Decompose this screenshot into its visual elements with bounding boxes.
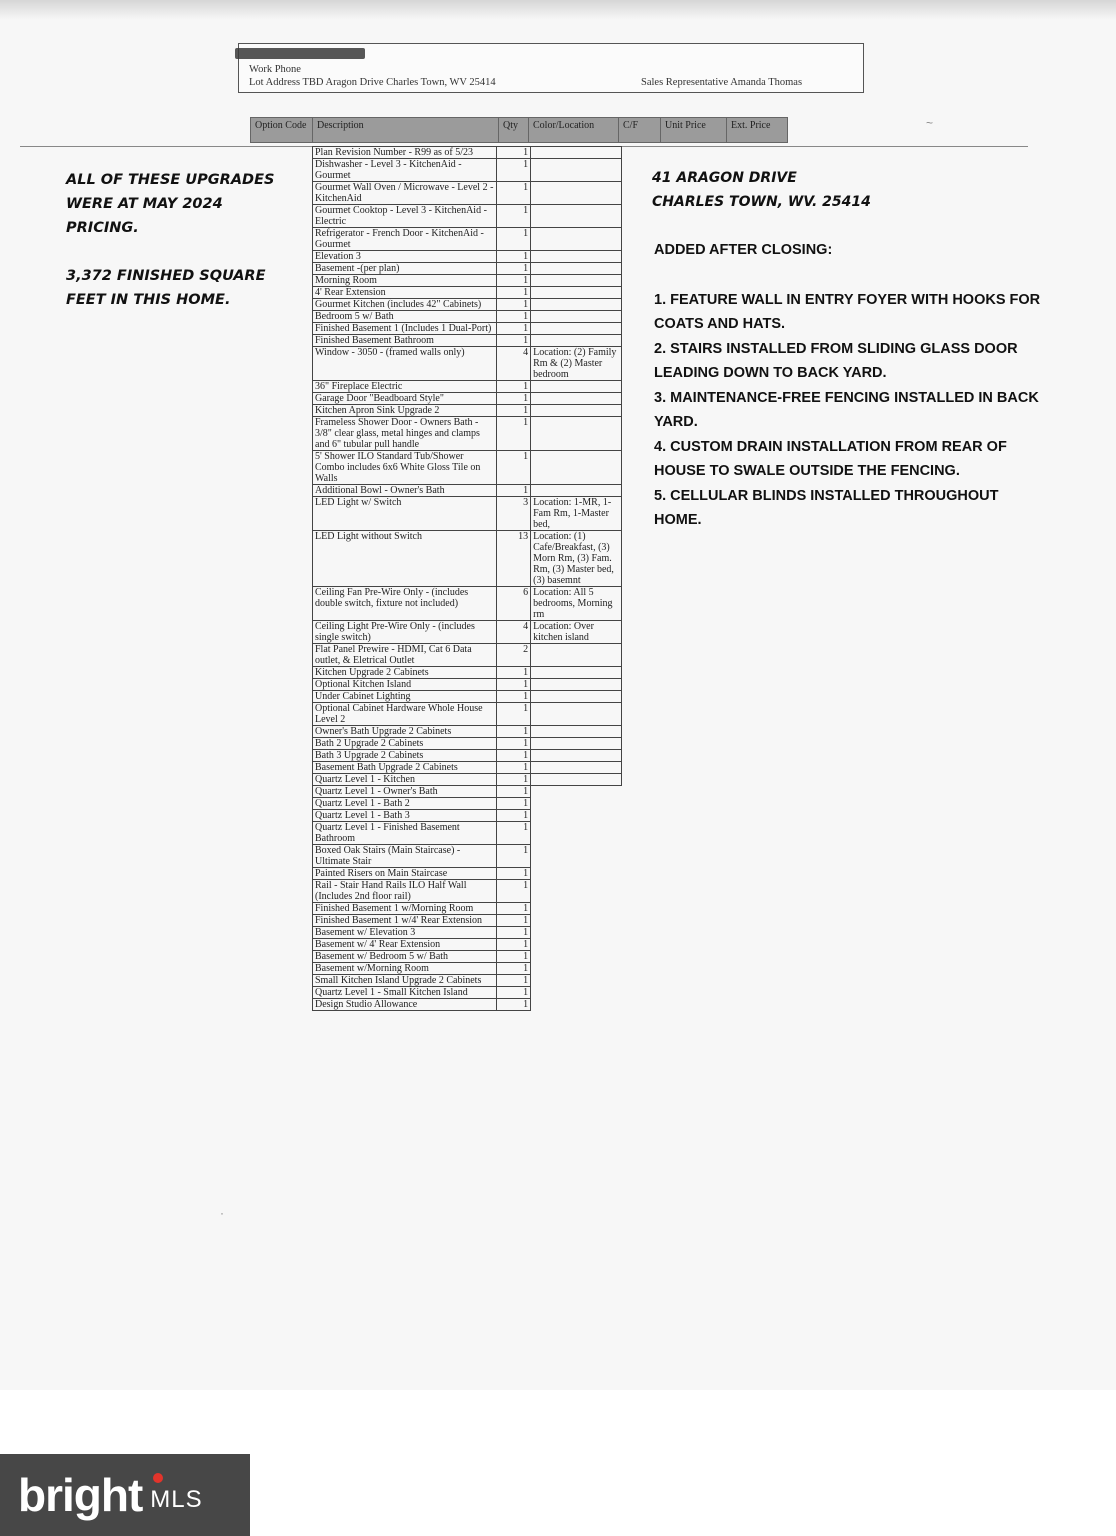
empty-cell bbox=[531, 975, 622, 987]
option-description: Finished Basement 1 w/Morning Room bbox=[313, 903, 497, 915]
option-qty: 1 bbox=[496, 738, 530, 750]
table-row bbox=[313, 679, 622, 691]
pricing-note bbox=[66, 168, 286, 312]
option-location bbox=[531, 147, 622, 159]
option-description: Finished Basement 1 w/4' Rear Extension bbox=[313, 915, 497, 927]
table-row bbox=[313, 903, 622, 915]
option-location bbox=[531, 393, 622, 405]
option-description: Frameless Shower Door - Owners Bath - 3/8" clear glass, metal hinges and clamps and 6" tubular pull handle bbox=[313, 417, 497, 451]
header-box bbox=[238, 43, 864, 93]
option-location bbox=[531, 691, 622, 703]
table-row bbox=[313, 738, 622, 750]
table-row bbox=[313, 228, 622, 251]
option-qty: 1 bbox=[496, 750, 530, 762]
option-location bbox=[531, 667, 622, 679]
option-qty: 3 bbox=[496, 497, 530, 531]
option-qty: 1 bbox=[496, 822, 530, 845]
option-qty: 1 bbox=[496, 251, 530, 263]
table-row bbox=[313, 774, 622, 786]
option-description: Owner's Bath Upgrade 2 Cabinets bbox=[313, 726, 497, 738]
scan-speck: · bbox=[220, 1206, 224, 1220]
option-description: Kitchen Apron Sink Upgrade 2 bbox=[313, 405, 497, 417]
option-location bbox=[531, 703, 622, 726]
table-row bbox=[313, 939, 622, 951]
option-description: Quartz Level 1 - Owner's Bath bbox=[313, 786, 497, 798]
table-row bbox=[313, 750, 622, 762]
empty-cell bbox=[531, 868, 622, 880]
option-location bbox=[531, 159, 622, 182]
logo-word: bright bbox=[18, 1469, 143, 1521]
option-description: LED Light without Switch bbox=[313, 531, 497, 587]
address-city: CHARLES TOWN, WV. 25414 bbox=[652, 194, 871, 210]
empty-cell bbox=[531, 963, 622, 975]
option-description: 5' Shower ILO Standard Tub/Shower Combo includes 6x6 White Gloss Tile on Walls bbox=[313, 451, 497, 485]
table-row bbox=[313, 621, 622, 644]
table-row bbox=[313, 726, 622, 738]
option-location bbox=[531, 762, 622, 774]
table-row bbox=[313, 182, 622, 205]
sales-representative: Sales Representative Amanda Thomas bbox=[641, 77, 803, 88]
option-location bbox=[531, 738, 622, 750]
added-item: 2. STAIRS INSTALLED FROM SLIDING GLASS DOOR LEADING DOWN TO BACK YARD. bbox=[654, 340, 1018, 381]
option-description: LED Light w/ Switch bbox=[313, 497, 497, 531]
table-row bbox=[313, 311, 622, 323]
option-qty: 2 bbox=[496, 644, 530, 667]
option-description: Flat Panel Prewire - HDMI, Cat 6 Data outlet, & Eletrical Outlet bbox=[313, 644, 497, 667]
option-description: Bath 2 Upgrade 2 Cabinets bbox=[313, 738, 497, 750]
option-description: Bedroom 5 w/ Bath bbox=[313, 311, 497, 323]
option-location: Location: Over kitchen island bbox=[531, 621, 622, 644]
option-description: Gourmet Wall Oven / Microwave - Level 2 - KitchenAid bbox=[313, 182, 497, 205]
empty-cell bbox=[531, 786, 622, 798]
option-description: Ceiling Light Pre-Wire Only - (includes single switch) bbox=[313, 621, 497, 644]
table-row bbox=[313, 587, 622, 621]
table-row bbox=[313, 915, 622, 927]
option-location: Location: 1-MR, 1-Fam Rm, 1-Master bed, bbox=[531, 497, 622, 531]
table-row bbox=[313, 762, 622, 774]
option-description: Optional Kitchen Island bbox=[313, 679, 497, 691]
option-qty: 1 bbox=[496, 703, 530, 726]
option-description: Basement w/ Elevation 3 bbox=[313, 927, 497, 939]
option-location bbox=[531, 679, 622, 691]
option-description: Design Studio Allowance bbox=[313, 999, 497, 1011]
empty-cell bbox=[531, 845, 622, 868]
logo-mls: MLS bbox=[150, 1486, 203, 1513]
table-row bbox=[313, 975, 622, 987]
bright-mls-logo bbox=[0, 1454, 250, 1536]
option-qty: 1 bbox=[496, 774, 530, 786]
option-description: Kitchen Upgrade 2 Cabinets bbox=[313, 667, 497, 679]
option-qty: 1 bbox=[496, 451, 530, 485]
table-row bbox=[313, 868, 622, 880]
empty-cell bbox=[531, 798, 622, 810]
table-row bbox=[313, 417, 622, 451]
option-qty: 1 bbox=[496, 405, 530, 417]
table-row bbox=[313, 798, 622, 810]
option-qty: 1 bbox=[496, 915, 530, 927]
empty-cell bbox=[531, 915, 622, 927]
pricing-note-text: ALL OF THESE UPGRADES WERE AT MAY 2024 PRICING. bbox=[66, 172, 275, 236]
option-description: Bath 3 Upgrade 2 Cabinets bbox=[313, 750, 497, 762]
option-qty: 1 bbox=[496, 810, 530, 822]
table-row bbox=[313, 347, 622, 381]
option-location bbox=[531, 275, 622, 287]
table-row bbox=[313, 845, 622, 868]
option-qty: 1 bbox=[496, 299, 530, 311]
added-item: 1. FEATURE WALL IN ENTRY FOYER WITH HOOKS FOR COATS AND HATS. bbox=[654, 291, 1041, 332]
option-qty: 4 bbox=[496, 621, 530, 644]
option-description: Garage Door "Beadboard Style" bbox=[313, 393, 497, 405]
option-qty: 1 bbox=[496, 182, 530, 205]
option-location bbox=[531, 251, 622, 263]
option-description: Quartz Level 1 - Kitchen bbox=[313, 774, 497, 786]
option-description: Basement w/ 4' Rear Extension bbox=[313, 939, 497, 951]
scan-speck: ~ bbox=[926, 116, 934, 130]
col-ext-price: Ext. Price bbox=[731, 120, 771, 131]
table-row bbox=[313, 405, 622, 417]
added-item: 4. CUSTOM DRAIN INSTALLATION FROM REAR OF HOUSE TO SWALE OUTSIDE THE FENCING. bbox=[654, 438, 1007, 479]
option-qty: 13 bbox=[496, 531, 530, 587]
option-qty: 1 bbox=[496, 147, 530, 159]
option-location bbox=[531, 205, 622, 228]
table-row bbox=[313, 667, 622, 679]
option-description: Basement -(per plan) bbox=[313, 263, 497, 275]
option-description: Additional Bowl - Owner's Bath bbox=[313, 485, 497, 497]
option-qty: 1 bbox=[496, 667, 530, 679]
table-row bbox=[313, 159, 622, 182]
col-qty: Qty bbox=[499, 118, 529, 142]
empty-cell bbox=[531, 822, 622, 845]
table-row bbox=[313, 999, 622, 1011]
empty-cell bbox=[531, 987, 622, 999]
option-description: Quartz Level 1 - Small Kitchen Island bbox=[313, 987, 497, 999]
option-description: Elevation 3 bbox=[313, 251, 497, 263]
added-item: 5. CELLULAR BLINDS INSTALLED THROUGHOUT HOME. bbox=[654, 487, 999, 528]
table-row bbox=[313, 263, 622, 275]
col-option-code: Option Code bbox=[251, 118, 313, 142]
table-row bbox=[313, 497, 622, 531]
option-description: Quartz Level 1 - Bath 3 bbox=[313, 810, 497, 822]
option-description: Optional Cabinet Hardware Whole House Level 2 bbox=[313, 703, 497, 726]
option-location bbox=[531, 299, 622, 311]
table-row bbox=[313, 275, 622, 287]
option-description: 36" Fireplace Electric bbox=[313, 381, 497, 393]
option-qty: 1 bbox=[496, 335, 530, 347]
table-row bbox=[313, 963, 622, 975]
property-address bbox=[652, 166, 1032, 214]
option-qty: 6 bbox=[496, 587, 530, 621]
table-row bbox=[313, 451, 622, 485]
option-qty: 1 bbox=[496, 691, 530, 703]
option-location bbox=[531, 263, 622, 275]
table-row bbox=[313, 703, 622, 726]
option-description: Window - 3050 - (framed walls only) bbox=[313, 347, 497, 381]
options-table bbox=[312, 146, 622, 1011]
table-row bbox=[313, 251, 622, 263]
added-title: ADDED AFTER CLOSING: bbox=[654, 242, 833, 258]
option-qty: 4 bbox=[496, 347, 530, 381]
logo-accent-icon bbox=[152, 1472, 164, 1484]
table-row bbox=[313, 381, 622, 393]
option-qty: 1 bbox=[496, 880, 530, 903]
option-qty: 1 bbox=[496, 903, 530, 915]
option-description: Refrigerator - French Door - KitchenAid - Gourmet bbox=[313, 228, 497, 251]
option-description: Rail - Stair Hand Rails ILO Half Wall (Includes 2nd floor rail) bbox=[313, 880, 497, 903]
work-phone: Work Phone bbox=[249, 64, 301, 75]
option-description: Finished Basement 1 (Includes 1 Dual-Port) bbox=[313, 323, 497, 335]
option-qty: 1 bbox=[496, 263, 530, 275]
option-description: Basement w/Morning Room bbox=[313, 963, 497, 975]
option-description: Finished Basement Bathroom bbox=[313, 335, 497, 347]
table-row bbox=[313, 323, 622, 335]
option-location bbox=[531, 182, 622, 205]
option-qty: 1 bbox=[496, 275, 530, 287]
option-qty: 1 bbox=[496, 205, 530, 228]
redacted-name bbox=[235, 48, 365, 59]
scan-edge bbox=[0, 0, 1116, 20]
option-qty: 1 bbox=[496, 868, 530, 880]
table-row bbox=[313, 287, 622, 299]
option-location bbox=[531, 335, 622, 347]
option-description: Quartz Level 1 - Bath 2 bbox=[313, 798, 497, 810]
option-location bbox=[531, 323, 622, 335]
option-description: Basement w/ Bedroom 5 w/ Bath bbox=[313, 951, 497, 963]
option-location bbox=[531, 726, 622, 738]
option-qty: 1 bbox=[496, 159, 530, 182]
option-qty: 1 bbox=[496, 323, 530, 335]
empty-cell bbox=[531, 880, 622, 903]
table-row bbox=[313, 927, 622, 939]
empty-cell bbox=[531, 810, 622, 822]
empty-cell bbox=[531, 999, 622, 1011]
option-qty: 1 bbox=[496, 999, 530, 1011]
table-row bbox=[313, 987, 622, 999]
option-location bbox=[531, 774, 622, 786]
option-description: Plan Revision Number - R99 as of 5/23 bbox=[313, 147, 497, 159]
empty-cell bbox=[531, 939, 622, 951]
option-description: Under Cabinet Lighting bbox=[313, 691, 497, 703]
col-unit-price: Unit Price bbox=[661, 118, 727, 142]
option-location bbox=[531, 381, 622, 393]
option-location bbox=[531, 311, 622, 323]
option-description: Dishwasher - Level 3 - KitchenAid - Gourmet bbox=[313, 159, 497, 182]
option-location bbox=[531, 417, 622, 451]
option-location bbox=[531, 750, 622, 762]
lot-address: Lot Address TBD Aragon Drive Charles Town, WV 25414 bbox=[249, 77, 496, 88]
table-row bbox=[313, 485, 622, 497]
option-description: Quartz Level 1 - Finished Basement Bathroom bbox=[313, 822, 497, 845]
option-location bbox=[531, 451, 622, 485]
square-feet-note: 3,372 FINISHED SQUARE FEET IN THIS HOME. bbox=[66, 268, 266, 308]
option-qty: 1 bbox=[496, 393, 530, 405]
option-qty: 1 bbox=[496, 951, 530, 963]
table-row bbox=[313, 691, 622, 703]
empty-cell bbox=[531, 927, 622, 939]
added-item: 3. MAINTENANCE-FREE FENCING INSTALLED IN BACK YARD. bbox=[654, 389, 1039, 430]
option-qty: 1 bbox=[496, 381, 530, 393]
option-qty: 1 bbox=[496, 287, 530, 299]
table-row bbox=[313, 393, 622, 405]
empty-cell bbox=[531, 951, 622, 963]
option-description: Gourmet Kitchen (includes 42" Cabinets) bbox=[313, 299, 497, 311]
option-qty: 1 bbox=[496, 679, 530, 691]
option-location bbox=[531, 287, 622, 299]
table-row bbox=[313, 786, 622, 798]
table-row bbox=[313, 147, 622, 159]
table-row bbox=[313, 951, 622, 963]
option-location: Location: (2) Family Rm & (2) Master bedroom bbox=[531, 347, 622, 381]
option-qty: 1 bbox=[496, 228, 530, 251]
option-qty: 1 bbox=[496, 975, 530, 987]
option-qty: 1 bbox=[496, 939, 530, 951]
table-row bbox=[313, 880, 622, 903]
option-qty: 1 bbox=[496, 726, 530, 738]
option-qty: 1 bbox=[496, 762, 530, 774]
table-row bbox=[313, 810, 622, 822]
table-row bbox=[313, 205, 622, 228]
option-description: Ceiling Fan Pre-Wire Only - (includes double switch, fixture not included) bbox=[313, 587, 497, 621]
option-qty: 1 bbox=[496, 798, 530, 810]
table-row bbox=[313, 822, 622, 845]
option-qty: 1 bbox=[496, 417, 530, 451]
option-qty: 1 bbox=[496, 786, 530, 798]
option-description: Morning Room bbox=[313, 275, 497, 287]
col-cf: C/F bbox=[619, 118, 661, 142]
option-location: Location: (1) Cafe/Breakfast, (3) Morn Rm, (3) Fam. Rm, (3) Master bed, (3) basemnt bbox=[531, 531, 622, 587]
option-qty: 1 bbox=[496, 963, 530, 975]
option-location bbox=[531, 405, 622, 417]
col-color-location: Color/Location bbox=[529, 118, 619, 142]
option-description: Small Kitchen Island Upgrade 2 Cabinets bbox=[313, 975, 497, 987]
option-qty: 1 bbox=[496, 987, 530, 999]
option-description: Boxed Oak Stairs (Main Staircase) - Ultimate Stair bbox=[313, 845, 497, 868]
table-row bbox=[313, 335, 622, 347]
option-qty: 1 bbox=[496, 927, 530, 939]
address-street: 41 ARAGON DRIVE bbox=[652, 170, 797, 186]
option-qty: 1 bbox=[496, 485, 530, 497]
option-description: 4' Rear Extension bbox=[313, 287, 497, 299]
option-description: Basement Bath Upgrade 2 Cabinets bbox=[313, 762, 497, 774]
option-description: Gourmet Cooktop - Level 3 - KitchenAid - Electric bbox=[313, 205, 497, 228]
table-row bbox=[313, 644, 622, 667]
option-location bbox=[531, 228, 622, 251]
column-header-row bbox=[250, 117, 788, 143]
col-description: Description bbox=[313, 118, 499, 142]
option-location bbox=[531, 485, 622, 497]
option-qty: 1 bbox=[496, 311, 530, 323]
table-row bbox=[313, 531, 622, 587]
option-location: Location: All 5 bedrooms, Morning rm bbox=[531, 587, 622, 621]
option-location bbox=[531, 644, 622, 667]
option-description: Painted Risers on Main Staircase bbox=[313, 868, 497, 880]
table-row bbox=[313, 299, 622, 311]
option-qty: 1 bbox=[496, 845, 530, 868]
added-after-closing bbox=[654, 238, 1044, 533]
empty-cell bbox=[531, 903, 622, 915]
